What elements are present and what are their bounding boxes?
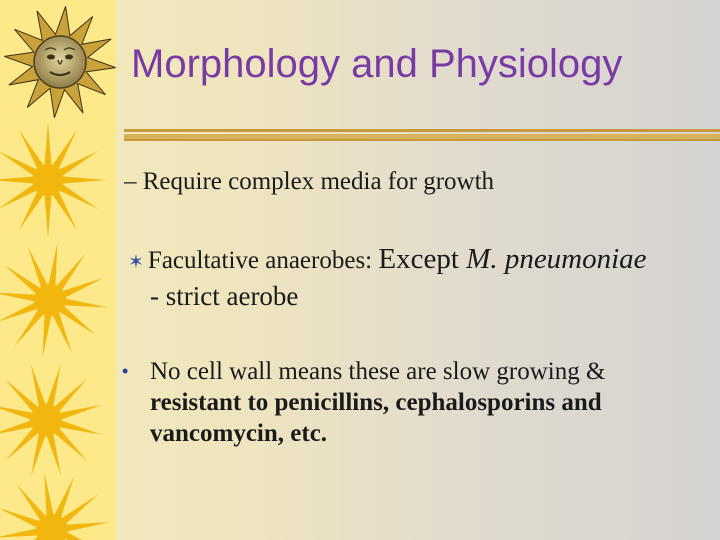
sunburst-icon [0,473,110,540]
decorative-sidebar [0,0,116,540]
sun-decorations [0,0,116,540]
sunburst-icon [0,243,108,358]
title-divider [124,129,720,143]
slide-title: Morphology and Physiology [131,42,623,86]
sunburst-icon [0,122,106,238]
list-item-facultative [128,243,647,276]
species-name: M. pneumoniae [466,243,647,275]
sun-face-icon [4,6,115,117]
facultative-label: Facultative anaerobes: [147,247,379,274]
star-bullet-icon: ✶ [128,251,144,273]
cell-wall-text [150,356,682,449]
cell-wall-normal-text: No cell wall means these are slow growing & [150,358,606,385]
cell-wall-bold-text: resistant to penicillins, cephalosporins and vancomycin, etc. [150,389,602,447]
list-item-facultative-cont: - strict aerobe [150,281,299,311]
bullet-icon: • [122,361,129,381]
except-text: Except [378,243,467,275]
text-line-complex-media: – Require complex media for growth [124,168,495,195]
sunburst-icon [0,364,102,476]
list-item-cell-wall [122,356,682,449]
